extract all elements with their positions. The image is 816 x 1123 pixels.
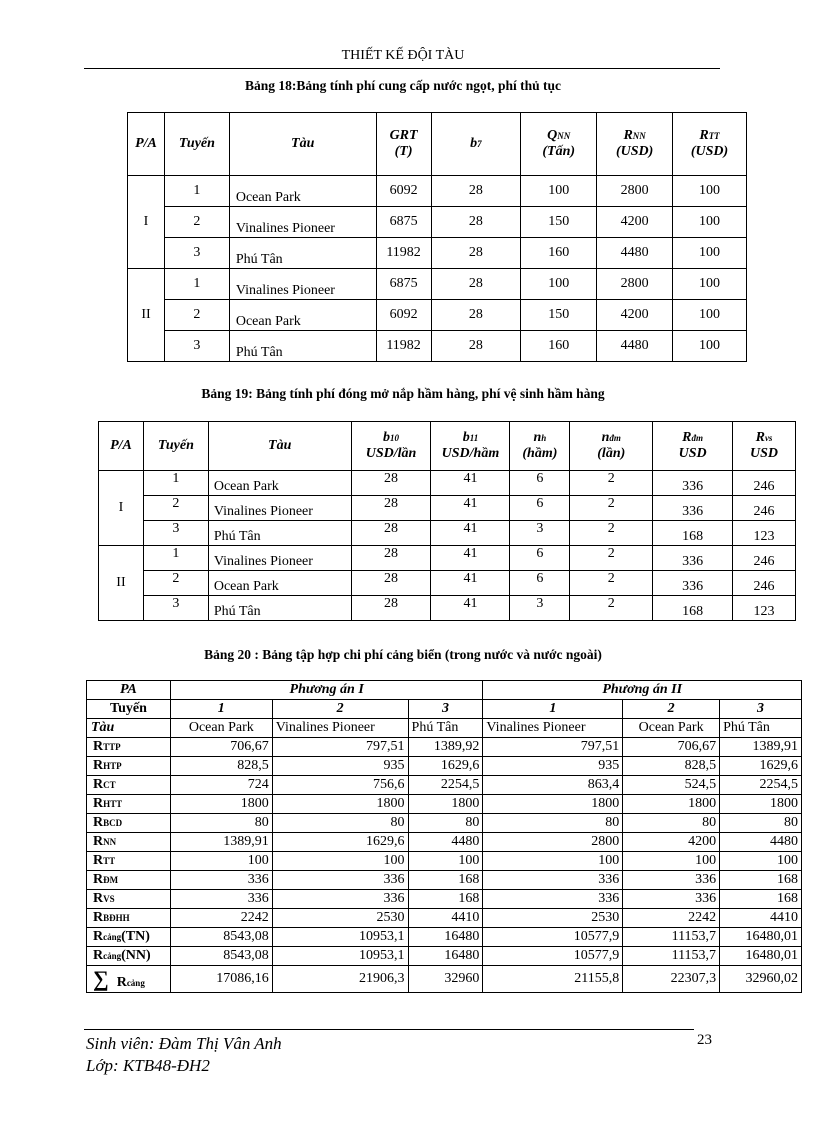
table20-row bbox=[87, 947, 802, 966]
table20-value-cell: 10953,1 bbox=[272, 947, 408, 966]
table19-row bbox=[99, 496, 796, 521]
table18-rtt-cell: 100 bbox=[673, 300, 747, 331]
table18-ship-cell: Phú Tân bbox=[229, 331, 376, 362]
table20-value-cell: 1389,91 bbox=[720, 738, 802, 757]
table19-rdm-cell: 336 bbox=[653, 571, 733, 596]
table19-header-nh: nh (hầm) bbox=[510, 422, 570, 471]
table20-total-value: 32960,02 bbox=[720, 966, 802, 993]
table20-pa-row bbox=[87, 681, 802, 700]
table18-b7-cell: 28 bbox=[431, 176, 521, 207]
table19-b10-cell: 28 bbox=[351, 521, 431, 546]
table18-row bbox=[128, 269, 747, 300]
table20-row-label bbox=[87, 757, 171, 776]
table20-label-main: R bbox=[93, 910, 104, 925]
table20-value-cell: 1800 bbox=[623, 795, 720, 814]
table19-header-tuyen: Tuyến bbox=[143, 422, 208, 471]
table19-b10-cell: 28 bbox=[351, 471, 431, 496]
table19-tuyen-cell: 2 bbox=[143, 571, 208, 596]
table20-label-main: R bbox=[93, 739, 104, 754]
table20-value-cell: 168 bbox=[720, 890, 802, 909]
table19-b11-cell: 41 bbox=[431, 471, 510, 496]
table19-row bbox=[99, 546, 796, 571]
table18-rnn-cell: 4480 bbox=[597, 331, 673, 362]
table20-label-sub: cảng bbox=[103, 932, 122, 942]
table19-header-tau: Tàu bbox=[208, 422, 351, 471]
table19-rvs-cell: 123 bbox=[733, 521, 796, 546]
table18-header-rtt: RTT (USD) bbox=[673, 113, 747, 176]
table18-header-tau: Tàu bbox=[229, 113, 376, 176]
table20-value-cell: 1629,6 bbox=[720, 757, 802, 776]
table20-value-cell: 80 bbox=[408, 814, 483, 833]
table18-ship-cell: Ocean Park bbox=[229, 176, 376, 207]
table20-value-cell: 10953,1 bbox=[272, 928, 408, 947]
table18-grt-cell: 6875 bbox=[376, 269, 431, 300]
table20-value-cell: 1800 bbox=[720, 795, 802, 814]
table20-label-sub: ĐM bbox=[103, 875, 119, 885]
table20-label-sub: TT bbox=[103, 856, 116, 866]
table18-rtt-cell: 100 bbox=[673, 238, 747, 269]
table19-ndm-cell: 2 bbox=[570, 596, 653, 621]
table19-b10-cell: 28 bbox=[351, 596, 431, 621]
table18-tuyen-cell: 2 bbox=[164, 300, 229, 331]
table18-ship-cell: Phú Tân bbox=[229, 238, 376, 269]
table20-tau-row bbox=[87, 719, 802, 738]
table20-pa2-header: Phương án II bbox=[483, 681, 802, 700]
table19-rvs-cell: 246 bbox=[733, 496, 796, 521]
table19-header-row bbox=[99, 422, 796, 471]
table18-qnn-cell: 160 bbox=[521, 238, 597, 269]
table19-tuyen-cell: 1 bbox=[143, 546, 208, 571]
table20-row bbox=[87, 738, 802, 757]
table20-row bbox=[87, 833, 802, 852]
table20-value-cell: 10577,9 bbox=[483, 947, 623, 966]
table18-grt-cell: 6092 bbox=[376, 176, 431, 207]
table20-value-cell: 797,51 bbox=[483, 738, 623, 757]
table20-total-row bbox=[87, 966, 802, 993]
table19-row bbox=[99, 571, 796, 596]
table19-rvs-cell: 246 bbox=[733, 546, 796, 571]
table18-tuyen-cell: 2 bbox=[164, 207, 229, 238]
table20-value-cell: 1800 bbox=[170, 795, 272, 814]
table20-value-cell: 100 bbox=[623, 852, 720, 871]
table20-row bbox=[87, 757, 802, 776]
table20-row bbox=[87, 795, 802, 814]
table20-label-suffix: (TN) bbox=[121, 929, 150, 944]
table20-value-cell: 706,67 bbox=[170, 738, 272, 757]
table18-row bbox=[128, 207, 747, 238]
footer-class: Lớp: KTB48-ĐH2 bbox=[86, 1056, 210, 1075]
table20-value-cell: 863,4 bbox=[483, 776, 623, 795]
table20-ship-cell: Phú Tân bbox=[408, 719, 483, 738]
table18 bbox=[127, 112, 747, 362]
table18-rtt-cell: 100 bbox=[673, 176, 747, 207]
table20-row-label bbox=[87, 776, 171, 795]
table18-tuyen-cell: 3 bbox=[164, 238, 229, 269]
table20-label-main: R bbox=[93, 815, 104, 830]
table19-header-pa: P/A bbox=[99, 422, 144, 471]
table18-rtt-cell: 100 bbox=[673, 331, 747, 362]
table20-value-cell: 2242 bbox=[623, 909, 720, 928]
table18-row bbox=[128, 238, 747, 269]
table20-tuyen-cell: 3 bbox=[408, 700, 483, 719]
table18-grt-cell: 11982 bbox=[376, 331, 431, 362]
table18-pa-cell: II bbox=[128, 269, 165, 362]
table20-label-main: R bbox=[93, 929, 104, 944]
table20-tuyen-cell: 1 bbox=[170, 700, 272, 719]
table19-rdm-cell: 168 bbox=[653, 596, 733, 621]
table19-pa-cell: II bbox=[99, 546, 144, 621]
table18-grt-cell: 11982 bbox=[376, 238, 431, 269]
table20-value-cell: 336 bbox=[623, 890, 720, 909]
table19-rdm-cell: 336 bbox=[653, 496, 733, 521]
table19-b10-cell: 28 bbox=[351, 571, 431, 596]
table18-qnn-cell: 100 bbox=[521, 176, 597, 207]
table20-row-label bbox=[87, 852, 171, 871]
table20-value-cell: 4200 bbox=[623, 833, 720, 852]
table20-value-cell: 8543,08 bbox=[170, 947, 272, 966]
table18-header-rnn: RNN (USD) bbox=[597, 113, 673, 176]
table20-value-cell: 16480 bbox=[408, 947, 483, 966]
table20-value-cell: 100 bbox=[170, 852, 272, 871]
table20-value-cell: 16480,01 bbox=[720, 947, 802, 966]
table19-b11-cell: 41 bbox=[431, 571, 510, 596]
table19-ndm-cell: 2 bbox=[570, 546, 653, 571]
table20-value-cell: 100 bbox=[272, 852, 408, 871]
table18-tuyen-cell: 1 bbox=[164, 176, 229, 207]
table20-total-value: 17086,16 bbox=[170, 966, 272, 993]
table20-value-cell: 336 bbox=[272, 890, 408, 909]
table18-pa-cell: I bbox=[128, 176, 165, 269]
table20-value-cell: 1800 bbox=[408, 795, 483, 814]
table19-nh-cell: 3 bbox=[510, 521, 570, 546]
table20-value-cell: 935 bbox=[272, 757, 408, 776]
table20-label-main: R bbox=[93, 777, 104, 792]
table20-label-sub: BCD bbox=[103, 818, 123, 828]
table19-rdm-cell: 336 bbox=[653, 546, 733, 571]
table19-nh-cell: 6 bbox=[510, 546, 570, 571]
table20-value-cell: 336 bbox=[483, 890, 623, 909]
table20 bbox=[86, 680, 802, 993]
table18-header-qnn: QNN (Tấn) bbox=[521, 113, 597, 176]
table20-value-cell: 10577,9 bbox=[483, 928, 623, 947]
table20-row bbox=[87, 814, 802, 833]
table19-b11-cell: 41 bbox=[431, 521, 510, 546]
table19-caption: Bảng 19: Bảng tính phí đóng mở nắp hầm hàng, phí vệ sinh hầm hàng bbox=[201, 386, 605, 401]
table20-value-cell: 828,5 bbox=[623, 757, 720, 776]
table20-value-cell: 797,51 bbox=[272, 738, 408, 757]
table18-header-pa: P/A bbox=[128, 113, 165, 176]
table18-row bbox=[128, 176, 747, 207]
table20-row-label bbox=[87, 738, 171, 757]
table20-value-cell: 2530 bbox=[272, 909, 408, 928]
table20-tau-label: Tàu bbox=[87, 719, 171, 738]
table20-value-cell: 80 bbox=[170, 814, 272, 833]
table19-pa-cell: I bbox=[99, 471, 144, 546]
table19-ship-cell: Ocean Park bbox=[208, 471, 351, 496]
table18-header-b7: b7 bbox=[431, 113, 521, 176]
table20-label-main: R bbox=[93, 872, 104, 887]
table20-value-cell: 80 bbox=[720, 814, 802, 833]
table19-ndm-cell: 2 bbox=[570, 496, 653, 521]
table19-tuyen-cell: 3 bbox=[143, 596, 208, 621]
table20-ship-cell: Vinalines Pioneer bbox=[483, 719, 623, 738]
table19-b10-cell: 28 bbox=[351, 496, 431, 521]
table18-rnn-cell: 4480 bbox=[597, 238, 673, 269]
table20-label-sub: HTP bbox=[103, 761, 122, 771]
table20-value-cell: 336 bbox=[483, 871, 623, 890]
table19-rvs-cell: 246 bbox=[733, 571, 796, 596]
table20-value-cell: 935 bbox=[483, 757, 623, 776]
table20-row bbox=[87, 776, 802, 795]
table18-b7-cell: 28 bbox=[431, 269, 521, 300]
table19-ship-cell: Vinalines Pioneer bbox=[208, 496, 351, 521]
table20-value-cell: 724 bbox=[170, 776, 272, 795]
table19-ship-cell: Phú Tân bbox=[208, 521, 351, 546]
table20-row-label bbox=[87, 909, 171, 928]
table20-ship-cell: Ocean Park bbox=[170, 719, 272, 738]
table20-value-cell: 1389,92 bbox=[408, 738, 483, 757]
table20-label-sub: BĐHH bbox=[103, 913, 130, 923]
table18-rnn-cell: 2800 bbox=[597, 176, 673, 207]
table19-ndm-cell: 2 bbox=[570, 521, 653, 546]
table18-tuyen-cell: 3 bbox=[164, 331, 229, 362]
table20-ship-cell: Phú Tân bbox=[720, 719, 802, 738]
table20-row bbox=[87, 909, 802, 928]
table20-label-main: R bbox=[93, 834, 104, 849]
table20-value-cell: 4410 bbox=[408, 909, 483, 928]
table20-row bbox=[87, 852, 802, 871]
table20-value-cell: 336 bbox=[170, 871, 272, 890]
table20-pa1-header: Phương án I bbox=[170, 681, 483, 700]
table18-tuyen-cell: 1 bbox=[164, 269, 229, 300]
table19-header-b10: b10 USD/lần bbox=[351, 422, 431, 471]
table19-row bbox=[99, 596, 796, 621]
table20-value-cell: 80 bbox=[272, 814, 408, 833]
table18-qnn-cell: 100 bbox=[521, 269, 597, 300]
table19-row bbox=[99, 521, 796, 546]
table20-value-cell: 100 bbox=[720, 852, 802, 871]
table20-value-cell: 2800 bbox=[483, 833, 623, 852]
table20-label-main: R bbox=[116, 975, 127, 990]
table20-value-cell: 2242 bbox=[170, 909, 272, 928]
table19-nh-cell: 3 bbox=[510, 596, 570, 621]
table20-label-main: R bbox=[93, 948, 104, 963]
table20-value-cell: 2254,5 bbox=[408, 776, 483, 795]
table19-ship-cell: Ocean Park bbox=[208, 571, 351, 596]
table20-total-value: 21155,8 bbox=[483, 966, 623, 993]
table20-value-cell: 336 bbox=[272, 871, 408, 890]
table20-ship-cell: Vinalines Pioneer bbox=[272, 719, 408, 738]
table20-tuyen-row bbox=[87, 700, 802, 719]
table19-nh-cell: 6 bbox=[510, 496, 570, 521]
table19-tuyen-cell: 2 bbox=[143, 496, 208, 521]
table19-header-rdm: Rđm USD bbox=[653, 422, 733, 471]
table20-value-cell: 706,67 bbox=[623, 738, 720, 757]
table19 bbox=[98, 421, 796, 621]
table20-total-value: 22307,3 bbox=[623, 966, 720, 993]
table20-value-cell: 16480,01 bbox=[720, 928, 802, 947]
table20-value-cell: 1800 bbox=[483, 795, 623, 814]
table20-ship-cell: Ocean Park bbox=[623, 719, 720, 738]
table20-tuyen-cell: 1 bbox=[483, 700, 623, 719]
header-rule bbox=[84, 68, 720, 69]
table19-tuyen-cell: 1 bbox=[143, 471, 208, 496]
table18-rtt-cell: 100 bbox=[673, 269, 747, 300]
table20-total-value: 32960 bbox=[408, 966, 483, 993]
table18-rnn-cell: 2800 bbox=[597, 269, 673, 300]
table20-caption: Bảng 20 : Bảng tập hợp chi phí cảng biển (trong nước và nước ngoài) bbox=[204, 647, 602, 662]
table20-value-cell: 524,5 bbox=[623, 776, 720, 795]
table20-value-cell: 168 bbox=[408, 890, 483, 909]
table18-qnn-cell: 160 bbox=[521, 331, 597, 362]
table19-ship-cell: Phú Tân bbox=[208, 596, 351, 621]
table20-tuyen-cell: 2 bbox=[623, 700, 720, 719]
table20-total-value: 21906,3 bbox=[272, 966, 408, 993]
table20-row bbox=[87, 871, 802, 890]
table20-row-label bbox=[87, 814, 171, 833]
table18-b7-cell: 28 bbox=[431, 300, 521, 331]
table19-rvs-cell: 123 bbox=[733, 596, 796, 621]
table20-value-cell: 2530 bbox=[483, 909, 623, 928]
table20-value-cell: 100 bbox=[483, 852, 623, 871]
table20-label-sub: VS bbox=[103, 894, 115, 904]
table18-header-row bbox=[128, 113, 747, 176]
sigma-icon: ∑ bbox=[93, 966, 109, 991]
table19-body bbox=[99, 471, 796, 621]
table20-label-main: R bbox=[93, 758, 104, 773]
table19-ndm-cell: 2 bbox=[570, 471, 653, 496]
table20-tuyen-cell: 2 bbox=[272, 700, 408, 719]
table18-qnn-cell: 150 bbox=[521, 300, 597, 331]
table20-row bbox=[87, 928, 802, 947]
table19-tuyen-cell: 3 bbox=[143, 521, 208, 546]
table20-value-cell: 4480 bbox=[720, 833, 802, 852]
table20-body bbox=[87, 738, 802, 993]
table18-caption: Bảng 18:Bảng tính phí cung cấp nước ngọt, phí thủ tục bbox=[244, 78, 562, 93]
table20-value-cell: 168 bbox=[720, 871, 802, 890]
table20-row-label bbox=[87, 833, 171, 852]
table20-value-cell: 1629,6 bbox=[408, 757, 483, 776]
table20-value-cell: 16480 bbox=[408, 928, 483, 947]
table20-pa-label: PA bbox=[87, 681, 171, 700]
table18-ship-cell: Vinalines Pioneer bbox=[229, 269, 376, 300]
table20-label-main: R bbox=[93, 891, 104, 906]
table19-header-b11: b11 USD/hầm bbox=[431, 422, 510, 471]
table19-ship-cell: Vinalines Pioneer bbox=[208, 546, 351, 571]
table20-value-cell: 168 bbox=[408, 871, 483, 890]
table20-label-sub: NN bbox=[103, 837, 117, 847]
table18-grt-cell: 6092 bbox=[376, 300, 431, 331]
page-number: 23 bbox=[697, 1032, 712, 1048]
table20-tuyen-label: Tuyến bbox=[87, 700, 171, 719]
table20-label-suffix: (NN) bbox=[121, 948, 151, 963]
table19-ndm-cell: 2 bbox=[570, 571, 653, 596]
table20-value-cell: 4410 bbox=[720, 909, 802, 928]
table19-rdm-cell: 336 bbox=[653, 471, 733, 496]
table20-value-cell: 100 bbox=[408, 852, 483, 871]
table18-rtt-cell: 100 bbox=[673, 207, 747, 238]
table20-value-cell: 336 bbox=[623, 871, 720, 890]
table18-grt-cell: 6875 bbox=[376, 207, 431, 238]
table18-b7-cell: 28 bbox=[431, 238, 521, 269]
table18-qnn-cell: 150 bbox=[521, 207, 597, 238]
page-header-title: THIẾT KẾ ĐỘI TÀU bbox=[341, 48, 465, 63]
table20-value-cell: 1800 bbox=[272, 795, 408, 814]
table19-rdm-cell: 168 bbox=[653, 521, 733, 546]
table19-header-ndm: nđm (lần) bbox=[570, 422, 653, 471]
table20-tuyen-cell: 3 bbox=[720, 700, 802, 719]
table19-b11-cell: 41 bbox=[431, 546, 510, 571]
table20-row-label bbox=[87, 928, 171, 947]
table20-row-label bbox=[87, 947, 171, 966]
table19-rvs-cell: 246 bbox=[733, 471, 796, 496]
table19-row bbox=[99, 471, 796, 496]
table20-label-main: R bbox=[93, 853, 104, 868]
table20-label-sub: CT bbox=[103, 780, 116, 790]
table20-value-cell: 2254,5 bbox=[720, 776, 802, 795]
table18-header-grt: GRT (T) bbox=[376, 113, 431, 176]
table20-row-label bbox=[87, 871, 171, 890]
table20-value-cell: 11153,7 bbox=[623, 928, 720, 947]
table18-row bbox=[128, 300, 747, 331]
table18-header-tuyen: Tuyến bbox=[164, 113, 229, 176]
table19-b11-cell: 41 bbox=[431, 596, 510, 621]
table20-row-label bbox=[87, 795, 171, 814]
table19-nh-cell: 6 bbox=[510, 471, 570, 496]
footer-student: Sinh viên: Đàm Thị Vân Anh bbox=[86, 1034, 282, 1053]
table20-label-sub: cảng bbox=[126, 978, 145, 988]
table20-value-cell: 4480 bbox=[408, 833, 483, 852]
table20-label-sub: cảng bbox=[103, 951, 122, 961]
table18-b7-cell: 28 bbox=[431, 207, 521, 238]
table20-value-cell: 11153,7 bbox=[623, 947, 720, 966]
table18-b7-cell: 28 bbox=[431, 331, 521, 362]
table20-row-label bbox=[87, 890, 171, 909]
table19-nh-cell: 6 bbox=[510, 571, 570, 596]
table20-value-cell: 8543,08 bbox=[170, 928, 272, 947]
table18-rnn-cell: 4200 bbox=[597, 300, 673, 331]
table20-label-sub: TTP bbox=[103, 742, 121, 752]
table19-b10-cell: 28 bbox=[351, 546, 431, 571]
table19-b11-cell: 41 bbox=[431, 496, 510, 521]
table18-row bbox=[128, 331, 747, 362]
table18-ship-cell: Vinalines Pioneer bbox=[229, 207, 376, 238]
table20-row bbox=[87, 890, 802, 909]
table19-header-rvs: Rvs USD bbox=[733, 422, 796, 471]
table20-value-cell: 80 bbox=[483, 814, 623, 833]
table18-rnn-cell: 4200 bbox=[597, 207, 673, 238]
table20-value-cell: 336 bbox=[170, 890, 272, 909]
table18-ship-cell: Ocean Park bbox=[229, 300, 376, 331]
table20-total-label bbox=[87, 966, 171, 993]
footer-rule bbox=[84, 1029, 694, 1030]
table20-value-cell: 756,6 bbox=[272, 776, 408, 795]
table18-body bbox=[128, 176, 747, 362]
table20-value-cell: 1629,6 bbox=[272, 833, 408, 852]
table20-label-main: R bbox=[93, 796, 104, 811]
table20-value-cell: 80 bbox=[623, 814, 720, 833]
table20-value-cell: 828,5 bbox=[170, 757, 272, 776]
table20-value-cell: 1389,91 bbox=[170, 833, 272, 852]
table20-label-sub: HTT bbox=[103, 799, 123, 809]
